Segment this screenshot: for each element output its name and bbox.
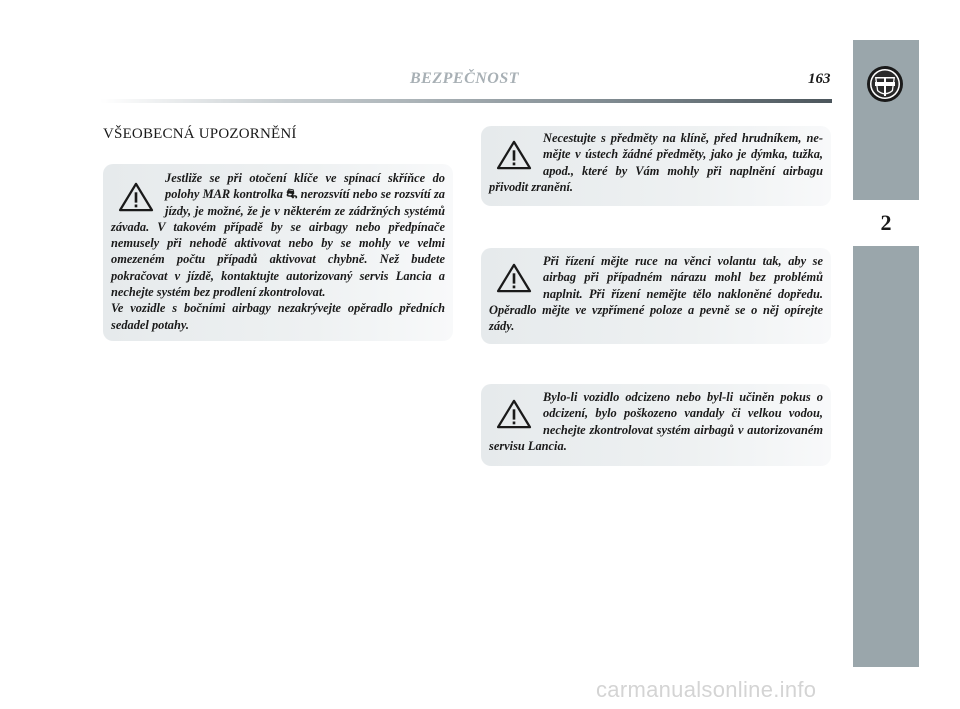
airbag-warning-lamp-icon: ⛐ — [286, 186, 298, 202]
chapter-sidebar — [853, 40, 919, 667]
chapter-number: 2 — [853, 200, 919, 246]
warning-box-objects — [481, 126, 831, 206]
warning-text-extra: Ve vozidle s bočními airbagy nezakrývejte opěradlo předních sedadel potahy. — [111, 301, 445, 332]
watermark: carmanualsonline.info — [596, 677, 817, 702]
warning-text: Necestujte s předměty na klíně, před hrudníkem, ne-mějte v ústech žádné předměty, jako je dýmka, tužka, apod., které by Vám mohly při naplnění airbagu přivodit zranění. — [489, 131, 823, 194]
warning-triangle-icon — [495, 399, 533, 429]
page-number: 163 — [808, 71, 831, 87]
warning-text: Bylo-li vozidlo odcizeno nebo byl-li učiněn pokus o odcizení, bylo poškozeno vandaly či velkou vodou, nechejte zkontrolovat systém airbagů v autorizovaném servisu Lancia. — [489, 390, 823, 453]
section-header: BEZPEČNOST — [410, 70, 520, 87]
warning-text: Jestliže se při otočení klíče ve spínací skříňce do polohy MAR kontrolka ⛐ nerozsvítí nebo se rozsvítí za jízdy, je možné, že je v některém ze zádržných systémů závada. V takovém případě by se airbagy nebo předpínače nemusely při nehodě aktivovat nebo by se mohly ve velmi omezeném počtu případů aktivovat chybně. Než budete pokračovat v jízdě, kontaktujte autorizovaný servis Lancia a nechejte systém bez prodlení zkontrolovat. — [111, 171, 445, 300]
warning-triangle-icon — [495, 263, 533, 293]
warning-box-steering — [481, 248, 831, 344]
warning-text: Při řízení mějte ruce na věnci volantu tak, aby se airbag při případném nárazu mohl bez problémů naplnit. Při řízení nemějte tělo nakloněné dopředu. Opěradlo mějte ve vzpřímené poloze a pevně se o něj opírejte zády. — [489, 254, 823, 334]
header-rule — [100, 99, 832, 103]
warning-box-theft — [481, 384, 831, 466]
warning-box-ignition — [103, 164, 453, 341]
lancia-logo-icon — [866, 65, 904, 103]
warning-triangle-icon — [117, 182, 155, 212]
section-title: VŠEOBECNÁ UPOZORNĚNÍ — [103, 126, 297, 142]
warning-triangle-icon — [495, 140, 533, 170]
